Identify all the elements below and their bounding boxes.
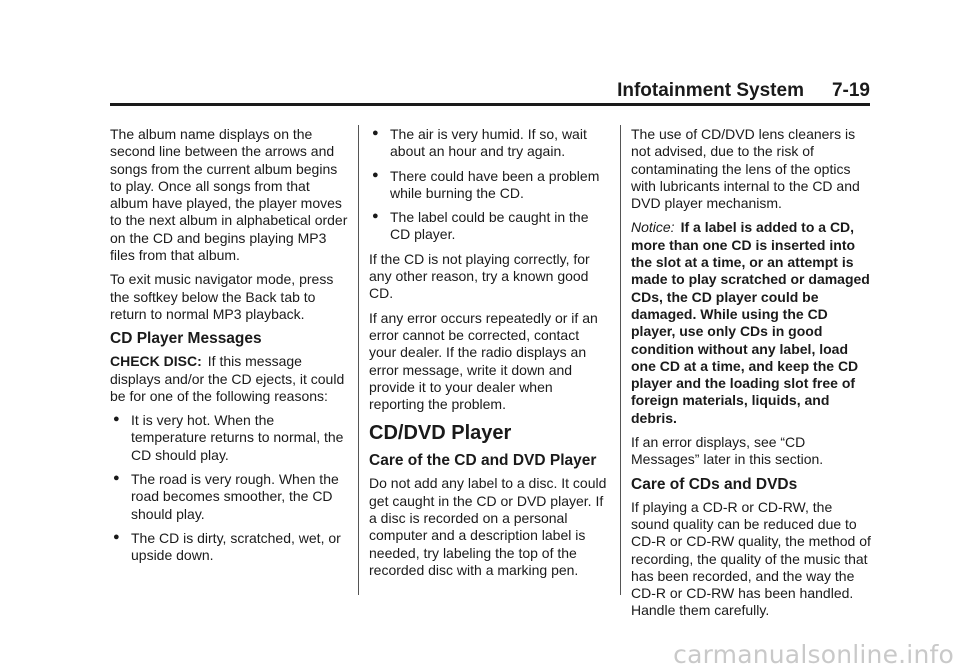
bullet-dot-icon: ● — [372, 127, 379, 139]
lens-cleaner-paragraph: The use of CD/DVD lens cleaners is not advised, due to the risk of contaminating the lens of the optics with lubricants internal to the CD and DVD player mechanism. — [631, 126, 860, 212]
list-item-text: The air is very humid. If so, wait about an hour and try again. — [390, 126, 587, 160]
page-header — [110, 78, 870, 104]
header-rule — [110, 103, 870, 106]
column-2 — [369, 126, 609, 586]
bullet-dot-icon: ● — [113, 413, 120, 426]
list-item-text: The CD is dirty, scratched, wet, or upside down. — [131, 529, 341, 564]
bullet-dot-icon: ● — [113, 530, 120, 543]
list-item — [110, 530, 348, 565]
notice-label: Notice: — [631, 219, 675, 236]
list-item — [369, 168, 609, 203]
cdr-paragraph: If playing a CD-R or CD-RW, the sound quality can be reduced due to CD-R or CD-RW quality, the method of recording, the quality of the music that has been recorded, and the way the CD-R or CD-RW has been handled. Handle them carefully. — [631, 498, 871, 619]
error-paragraph: If any error occurs repeatedly or if an error cannot be corrected, contact your dealer. If the radio displays an error message, write it down and provide it to your dealer when reporting the problem. — [369, 309, 598, 413]
album-paragraph: The album name displays on the second line between the arrows and songs from the current album begins to play. Once all songs from that album have played, the player moves to the next album in alphabetical order on the CD and begins playing MP3 files from that album. — [110, 126, 348, 264]
watermark: carmanualsonline.info — [673, 640, 954, 669]
page-number: 7-19 — [831, 80, 870, 101]
column-divider — [358, 125, 359, 595]
list-item-text: There could have been a problem while burning the CD. — [390, 167, 600, 201]
list-item — [369, 209, 609, 244]
bullet-dot-icon: ● — [372, 210, 379, 223]
list-item-text: The road is very rough. When the road becomes smoother, the CD should play. — [131, 471, 339, 522]
heading-cd-dvd-player: CD/DVD Player — [369, 422, 512, 445]
list-item — [110, 412, 348, 464]
check-disc-label: CHECK DISC: — [110, 353, 202, 370]
not-playing-paragraph: If the CD is not playing correctly, for any other reason, try a known good CD. — [369, 250, 590, 302]
notice-text: If a label is added to a CD, more than one CD is inserted into the slot at a time, or an attempt is made to play scratched or damaged CDs, the CD player could be damaged. While using the CD player, use only CDs in good condition without any label, load one CD at a time, and keep the CD player and the loading slot free of foreign materials, liquids, and debris. — [631, 219, 870, 426]
list-item — [369, 126, 609, 161]
error-displays-paragraph: If an error displays, see “CD Messages” later in this section. — [631, 434, 824, 468]
list-item-text: It is very hot. When the temperature returns to normal, the CD should play. — [131, 412, 344, 463]
column-3 — [631, 126, 871, 627]
notice-paragraph — [631, 219, 871, 427]
heading-cd-player-messages: CD Player Messages — [110, 330, 262, 348]
column-1 — [110, 126, 348, 572]
bullet-dot-icon: ● — [372, 168, 379, 181]
check-disc-paragraph — [110, 353, 348, 405]
column-divider — [620, 125, 621, 595]
list-item — [110, 471, 348, 523]
section-title: Infotainment System — [617, 80, 804, 101]
heading-care-of-discs: Care of CDs and DVDs — [631, 475, 798, 493]
exit-navigator-paragraph: To exit music navigator mode, press the softkey below the Back tab to return to normal MP3 playback. — [110, 271, 334, 322]
bullet-dot-icon: ● — [113, 472, 120, 485]
label-paragraph: Do not add any label to a disc. It could get caught in the CD or DVD player. If a disc is recorded on a personal computer and a description label is needed, try labeling the top of the recorded disc with a marking pen. — [369, 475, 607, 578]
check-disc-text: If this message displays and/or the CD ejects, it could be for one of the following reasons: — [110, 353, 345, 404]
list-item-text: The label could be caught in the CD player. — [390, 209, 589, 243]
heading-care-of-player: Care of the CD and DVD Player — [369, 452, 597, 470]
